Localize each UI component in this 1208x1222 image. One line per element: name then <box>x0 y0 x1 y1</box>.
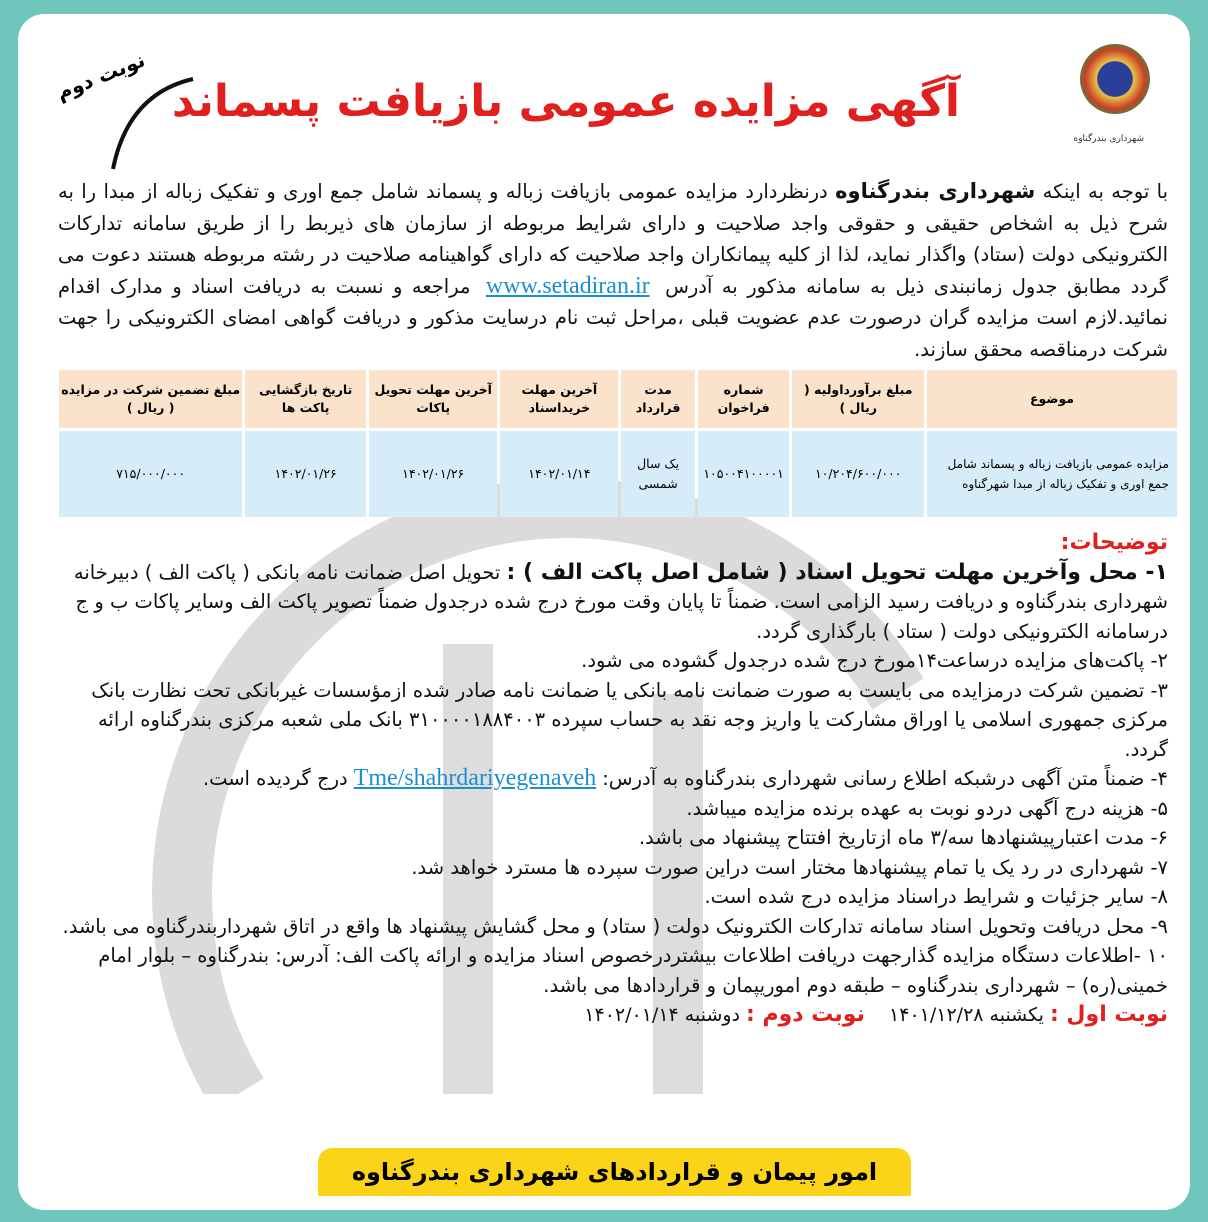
note-3: ۳- تضمین شرکت درمزایده می بایست به صورت ضمانت نامه بانکی یا ضمانت نامه صادر شده ازمؤسسات غیربانکی تحت نظارت بانک مرکزی جمهوری اسلامی یا اوراق مشارکت یا واریز وجه نقد به حساب سپرده ۳۱۰۰۰۰۱۸۸۴۰۰۳ بانک ملی شعبه مرکزی بندرگناوه ارائه گردد. <box>91 678 1168 761</box>
note-6: ۶- مدت اعتبارپیشنهادها سه/۳ ماه ازتاریخ افتتاح پیشنهاد می باشد. <box>638 826 1168 849</box>
note-5: ۵- هزینه درج آگهی دردو نوبت به عهده برنده مزایده میباشد. <box>686 796 1168 820</box>
note-9: ۹- محل دریافت وتحویل اسناد سامانه تدارکات الکترونیک دولت ( ستاد) و محل گشایش پیشنهاد ها واقع در اتاق شهرداربندرگناوه می باشد. <box>62 914 1168 938</box>
table-row: مزایده عمومی بازیافت زباله و پسماند شامل جمع اوری و تفکیک زباله از مبدا شهرگناوه ۱۰/۲۰۴/۶۰۰/۰۰۰ ۱۰۵۰۰۴۱۰۰۰۰۱ یک سال شمسی ۱۴۰۲/۰۱/۱۴ ۱۴۰۲/۰۱/۲۶ ۱۴۰۲/۰۱/۲۶ ۷۱۵/۰۰۰/۰۰۰ <box>59 431 1177 517</box>
table-header: موضوع مبلغ برآورداولیه ( ریال ) شماره فراخوان مدت قرارداد آخرین مهلت خریداسناد آخرین مهلت تحویل پاکات تاریخ بازگشایی پاکت ها مبلغ تضمین شرکت در مزایده ( ریال ) <box>59 370 1177 428</box>
auction-table <box>56 367 1180 520</box>
notes-heading: توضیحات: <box>1060 530 1168 555</box>
org-name: شهرداری بندرگناوه <box>835 179 1036 203</box>
setad-link[interactable]: www.setadiran.ir <box>485 272 650 299</box>
footer-banner: امور پیمان و قراردادهای شهرداری بندرگناوه <box>318 1148 911 1196</box>
note-2: ۲- پاکت‌های مزایده درساعت۱۴مورخ درج شده درجدول گشوده می شود. <box>581 649 1168 672</box>
telegram-link[interactable]: Tme/shahrdariyegenaveh <box>353 765 597 791</box>
note-7: ۷- شهرداری در رد یک یا تمام پیشنهادها مختار است دراین صورت سپرده ها مسترد خواهد شد. <box>411 855 1168 879</box>
logo-caption: شهرداری بندرگناوه <box>1073 134 1144 144</box>
note-1: ۱- محل وآخرین مهلت تحویل اسناد ( شامل اصل پاکت الف ) : تحویل اصل ضمانت نامه بانکی ( پاکت الف ) دبیرخانه شهرداری بندرگناوه و دریافت رسید الزامی است. ضمناً تا پایان وقت مورخ درج شده درجدول ضمناً تصویر پاکت الف وسایر پاکات ب و ج درسامانه الکترونیکی دولت ( ستاد ) بارگذاری گردد. <box>73 559 1168 643</box>
page-title: آگهی مزایده عمومی بازیافت پسماند <box>171 76 960 127</box>
note-10: ۱۰ -اطلاعات دستگاه مزایده گذارجهت دریافت اطلاعات بیشتردرخصوص اسناد مزایده و ارائه پاکت الف: آدرس: بندرگناوه – بلوار امام خمینی(ره) – شهرداری بندرگناوه – طبقه دوم اموریپمان و قراردادها می باشد. <box>98 944 1168 997</box>
turn-label: نوبت دوم <box>52 47 149 105</box>
note-4: ۴- ضمناً متن آگهی درشبکه اطلاع رسانی شهرداری بندرگناوه به آدرس:Tme/shahrdariyegenavehدرج گردیده است. <box>202 765 1168 791</box>
advertisement <box>18 14 1190 1210</box>
publication-dates: نوبت اول : یکشنبه ۱۴۰۱/۱۲/۲۸ نوبت دوم : دوشنبه ۱۴۰۲/۰۱/۱۴ <box>584 1002 1168 1027</box>
note-8: ۸- سایر جزئیات و شرایط دراسناد مزایده درج شده است. <box>704 885 1168 908</box>
municipality-logo <box>1080 44 1150 114</box>
decorative-arc <box>108 74 198 174</box>
notes-section <box>58 528 1168 1031</box>
intro-paragraph: با توجه به اینکه شهرداری بندرگناوه درنظردارد مزایده عمومی بازیافت زباله و پسماند شامل جمع اوری و تفکیک زباله از مبدا را به شرح ذیل به اشخاص حقیقی و حقوقی واجد صلاحیت و دارای شرایط مربوطه از سازمان های ذیربط را از طریق سامانه تدارکات الکترونیکی دولت (ستاد) واگذار نماید، لذا از کلیه پیمانکاران واجد صلاحیت که دارای گواهینامه صلاحیت در رشته مربوطه هستند دعوت می گردد مطابق جدول زمانبندی ذیل به سامانه مذکور به آدرس www.setadiran.ir مراجعه و نسبت به دریافت اسناد و مدارک اقدام نمائید.لازم است مزایده گران درصورت عدم عضویت قبلی ،مراحل ثبت نام درسایت مذکور و دریافت گواهی امضای الکترونیکی را جهت شرکت درمناقصه محقق سازند. <box>58 179 1169 361</box>
